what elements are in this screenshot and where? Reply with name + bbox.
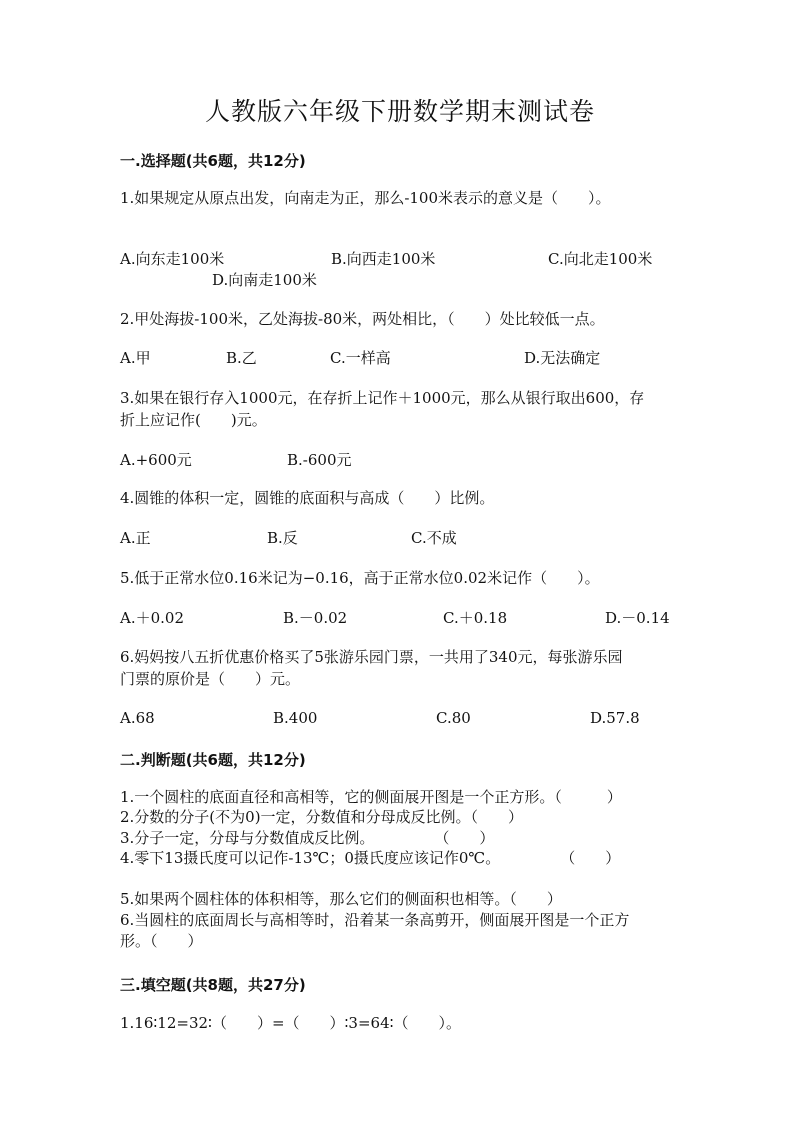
option: D.无法确定 xyxy=(524,349,601,367)
fill-item: 1.16∶12=32∶（ ）=（ ）∶3=64∶（ ）。 xyxy=(120,1014,462,1032)
option: B.400 xyxy=(273,709,318,727)
option: C.80 xyxy=(436,709,471,727)
option: C.不成 xyxy=(411,529,457,547)
question-stem: 6.妈妈按八五折优惠价格买了5张游乐园门票，一共用了340元，每张游乐园 xyxy=(120,648,623,666)
option: D.向南走100米 xyxy=(212,271,317,289)
question-stem: 4.圆锥的体积一定，圆锥的底面积与高成（ ）比例。 xyxy=(120,489,495,507)
question-stem: 门票的原价是（ ）元。 xyxy=(120,670,301,688)
option: C.向北走100米 xyxy=(548,250,653,268)
option: C.一样高 xyxy=(330,349,391,367)
section-heading-choice: 一.选择题(共6题，共12分) xyxy=(120,152,306,170)
question-stem: 3.如果在银行存入1000元，在存折上记作＋1000元，那么从银行取出600，存 xyxy=(120,389,645,407)
question-stem: 1.如果规定从原点出发，向南走为正，那么-100米表示的意义是（ ）。 xyxy=(120,189,611,207)
judge-item: 4.零下13摄氏度可以记作-13℃；0摄氏度应该记作0℃。 （ ） xyxy=(120,849,621,867)
option: A.向东走100米 xyxy=(120,250,225,268)
judge-item: 形。（ ） xyxy=(120,932,203,950)
option: B.-600元 xyxy=(287,451,352,469)
judge-item: 1.一个圆柱的底面直径和高相等，它的侧面展开图是一个正方形。（ ） xyxy=(120,788,622,806)
question-stem: 折上应记作( )元。 xyxy=(120,411,267,429)
option: B.向西走100米 xyxy=(331,250,436,268)
option: A.正 xyxy=(120,529,151,547)
option: D.57.8 xyxy=(590,709,640,727)
option: A.＋0.02 xyxy=(120,609,184,627)
option: A.+600元 xyxy=(120,451,192,469)
option: B.－0.02 xyxy=(283,609,348,627)
section-heading-fill: 三.填空题(共8题，共27分) xyxy=(120,976,306,994)
option: C.＋0.18 xyxy=(443,609,508,627)
option: B.乙 xyxy=(226,349,257,367)
option: D.－0.14 xyxy=(605,609,670,627)
page-title: 人教版六年级下册数学期末测试卷 xyxy=(204,97,595,126)
option: B.反 xyxy=(267,529,298,547)
judge-item: 3.分子一定，分母与分数值成反比例。 （ ） xyxy=(120,829,495,847)
judge-item: 6.当圆柱的底面周长与高相等时，沿着某一条高剪开，侧面展开图是一个正方 xyxy=(120,911,630,929)
judge-item: 5.如果两个圆柱体的体积相等，那么它们的侧面积也相等。（ ） xyxy=(120,890,562,908)
option: A.甲 xyxy=(120,349,151,367)
judge-item: 2.分数的分子(不为0)一定，分数值和分母成反比例。（ ） xyxy=(120,808,524,826)
section-heading-judge: 二.判断题(共6题，共12分) xyxy=(120,751,306,769)
question-stem: 5.低于正常水位0.16米记为−0.16，高于正常水位0.02米记作（ ）。 xyxy=(120,569,600,587)
question-stem: 2.甲处海拔-100米，乙处海拔-80米，两处相比，（ ）处比较低一点。 xyxy=(120,310,605,328)
option: A.68 xyxy=(120,709,155,727)
